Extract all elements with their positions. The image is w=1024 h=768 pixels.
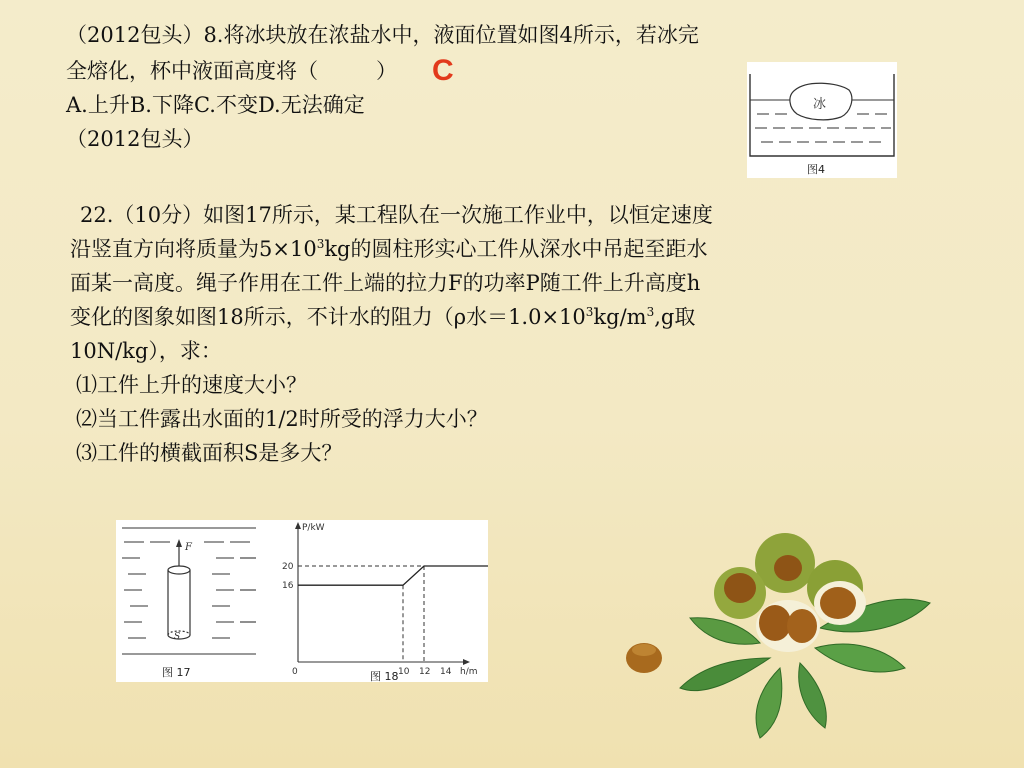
q8-answer: C (432, 54, 454, 87)
fig4-caption: 图4 (807, 163, 825, 176)
y-tick-label: 16 (282, 581, 294, 592)
figure-4 (747, 62, 897, 178)
x-tick-label: 10 (398, 667, 410, 677)
q22-line2 (70, 234, 708, 264)
q8-line2 (66, 56, 397, 86)
figure-18-chart (116, 520, 488, 682)
q22-line4-a: 变化的图象如图18所示，不计水的阻力（ρ水＝1.0×10 (70, 305, 586, 329)
q22-sub2: ⑵当工件露出水面的1/2时所受的浮力大小？ (76, 407, 488, 431)
q8-line2-text: 全熔化，杯中液面高度将（ (66, 59, 318, 83)
q22-line4-b: kg/m (593, 305, 647, 329)
fig4-ice-label: 冰 (813, 97, 827, 112)
x-tick-label: 14 (440, 667, 452, 677)
q22-line3: 面某一高度。绳子作用在工件上端的拉力F的功率P随工件上升高度h (70, 271, 701, 295)
x-tick-label: 0 (292, 667, 298, 677)
chestnut-decoration (610, 508, 970, 768)
figures-17-18 (116, 520, 488, 682)
fig18-caption: 图 18 (370, 670, 399, 682)
fig17-force-label: F (185, 542, 192, 553)
q8-line1: （2012包头）8.将冰块放在浓盐水中，液面位置如图4所示，若冰完 (66, 23, 699, 47)
q22-line4 (70, 302, 695, 332)
y-axis-label: P/kW (302, 523, 325, 533)
x-axis-label: h/m (460, 667, 478, 677)
q22-line2-b: kg的圆柱形实心工件从深水中吊起至距水 (324, 237, 708, 261)
q22-sub3: ⑶工件的横截面积S是多大？ (76, 441, 343, 465)
q8-line2-end: ） (376, 59, 397, 83)
q8-source: （2012包头） (66, 127, 204, 151)
x-tick-label: 12 (419, 667, 431, 677)
fig17-caption: 图 17 (162, 666, 191, 679)
q22-sub1: ⑴工件上升的速度大小？ (76, 373, 307, 397)
q22-line4-sup2: 3 (646, 305, 655, 319)
q22-line2-a: 沿竖直方向将质量为5×10 (70, 237, 317, 261)
q22-line5: 10N/kg），求： (70, 339, 222, 363)
y-axis-arrow (295, 522, 301, 529)
q22-line1: 22.（10分）如图17所示，某工程队在一次施工作业中，以恒定速度 (80, 203, 713, 227)
q22-line4-c: ,g取 (654, 305, 696, 329)
x-axis-arrow (463, 659, 470, 665)
q22-line2-sup: 3 (316, 237, 325, 251)
q22-line4-sup1: 3 (585, 305, 594, 319)
y-tick-label: 20 (282, 562, 294, 572)
q8-options: A.上升B.下降C.不变D.无法确定 (66, 93, 365, 117)
power-series-line (298, 566, 488, 585)
fig17-area-label: S (174, 632, 181, 642)
